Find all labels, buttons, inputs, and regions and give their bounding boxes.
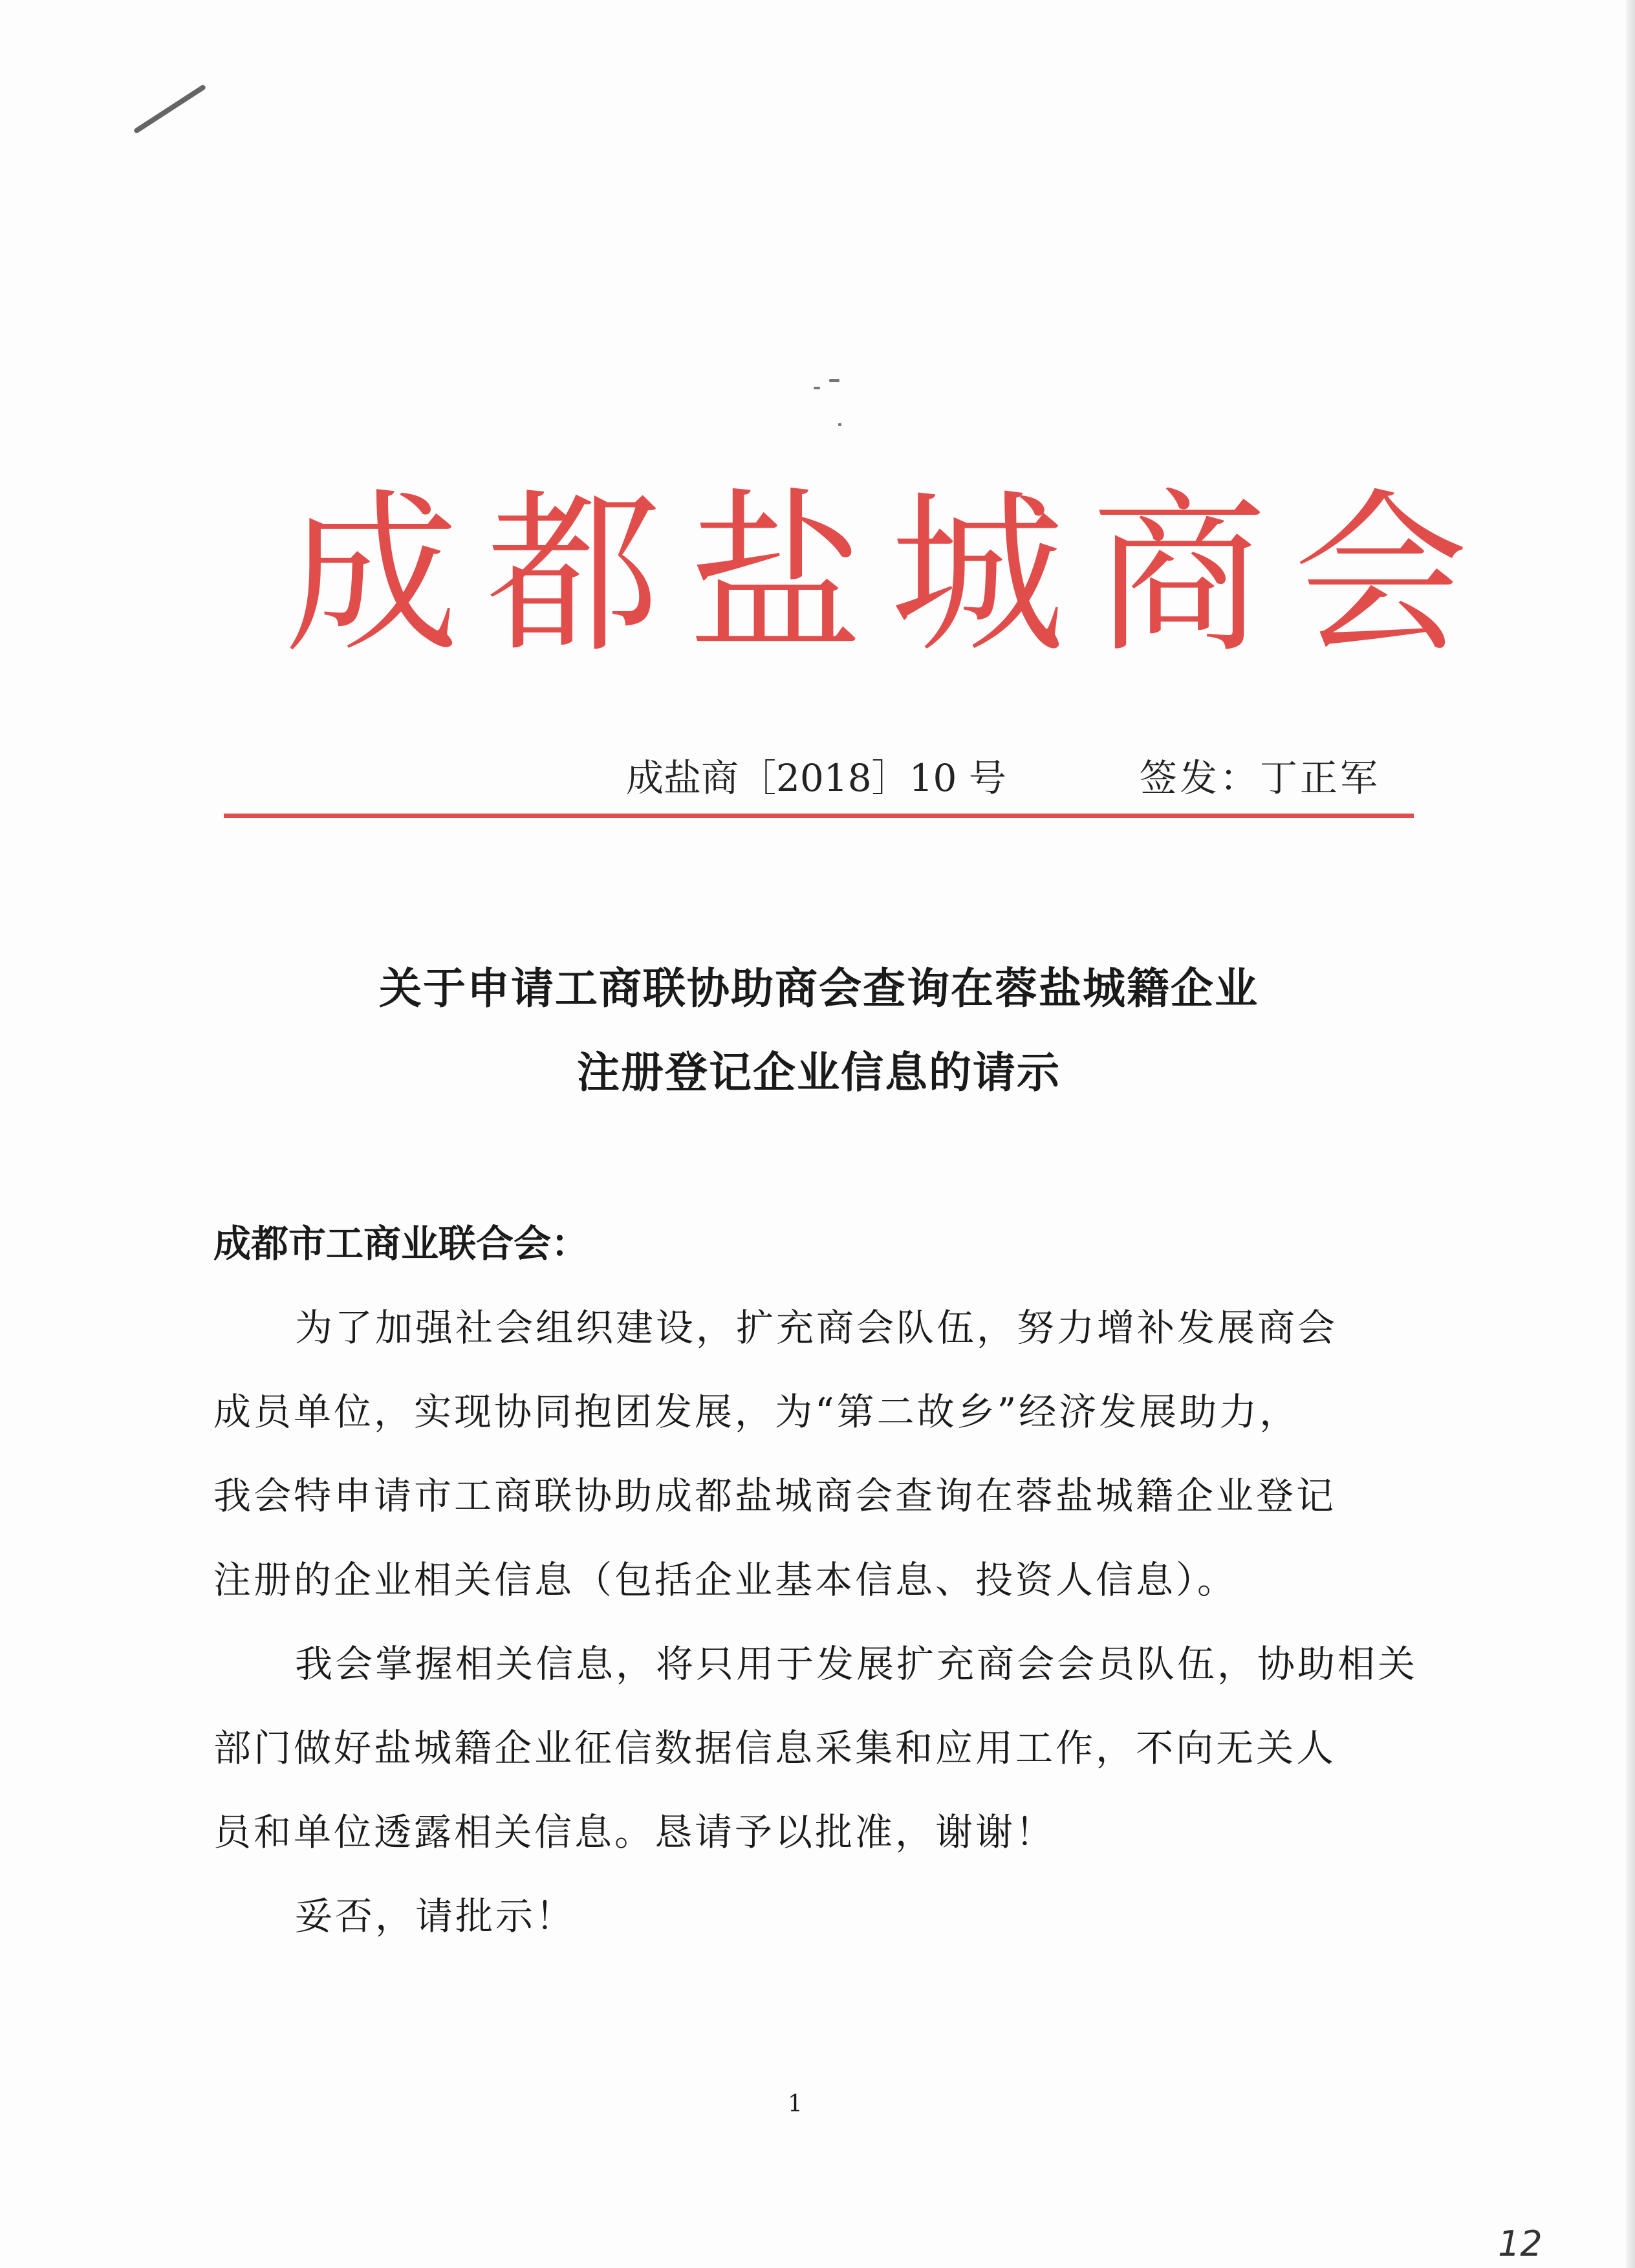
body-line: 部门做好盐城籍企业征信数据信息采集和应用工作，不向无关人 bbox=[213, 1726, 1337, 1770]
body-line: 注册的企业相关信息（包括企业基本信息、投资人信息）。 bbox=[213, 1558, 1238, 1602]
document-title-line-1: 关于申请工商联协助商会查询在蓉盐城籍企业 bbox=[379, 963, 1259, 1013]
red-divider-line bbox=[224, 814, 1414, 818]
salutation: 成都市工商业联合会： bbox=[213, 1222, 589, 1266]
scan-artifact-mark bbox=[133, 84, 206, 135]
closing-line: 妥否，请批示！ bbox=[295, 1894, 576, 1938]
document-number: 成盐商［2018］10 号 bbox=[626, 756, 1006, 800]
scan-speck bbox=[829, 379, 839, 382]
letterhead-title: 成都盐城商会 bbox=[285, 478, 1495, 673]
document-title-line-2: 注册登记企业信息的请示 bbox=[577, 1047, 1061, 1097]
body-line: 为了加强社会组织建设，扩充商会队伍，努力增补发展商会 bbox=[295, 1306, 1338, 1350]
scan-edge-shadow bbox=[1626, 0, 1635, 2268]
body-line: 员和单位透露相关信息。恳请予以批准，谢谢！ bbox=[213, 1810, 1056, 1854]
body-line: 我会掌握相关信息，将只用于发展扩充商会会员队伍，协助相关 bbox=[295, 1642, 1418, 1686]
scan-speck bbox=[838, 423, 841, 426]
handwritten-page-number: 12 bbox=[1498, 2223, 1543, 2264]
scan-speck bbox=[814, 387, 820, 389]
page-number: 1 bbox=[788, 2091, 803, 2117]
body-line: 成员单位，实现协同抱团发展，为“第二故乡”经济发展助力， bbox=[213, 1390, 1300, 1434]
issuer-signature: 签发：丁正军 bbox=[1140, 756, 1381, 800]
body-line: 我会特申请市工商联协助成都盐城商会查询在蓉盐城籍企业登记 bbox=[213, 1474, 1337, 1518]
